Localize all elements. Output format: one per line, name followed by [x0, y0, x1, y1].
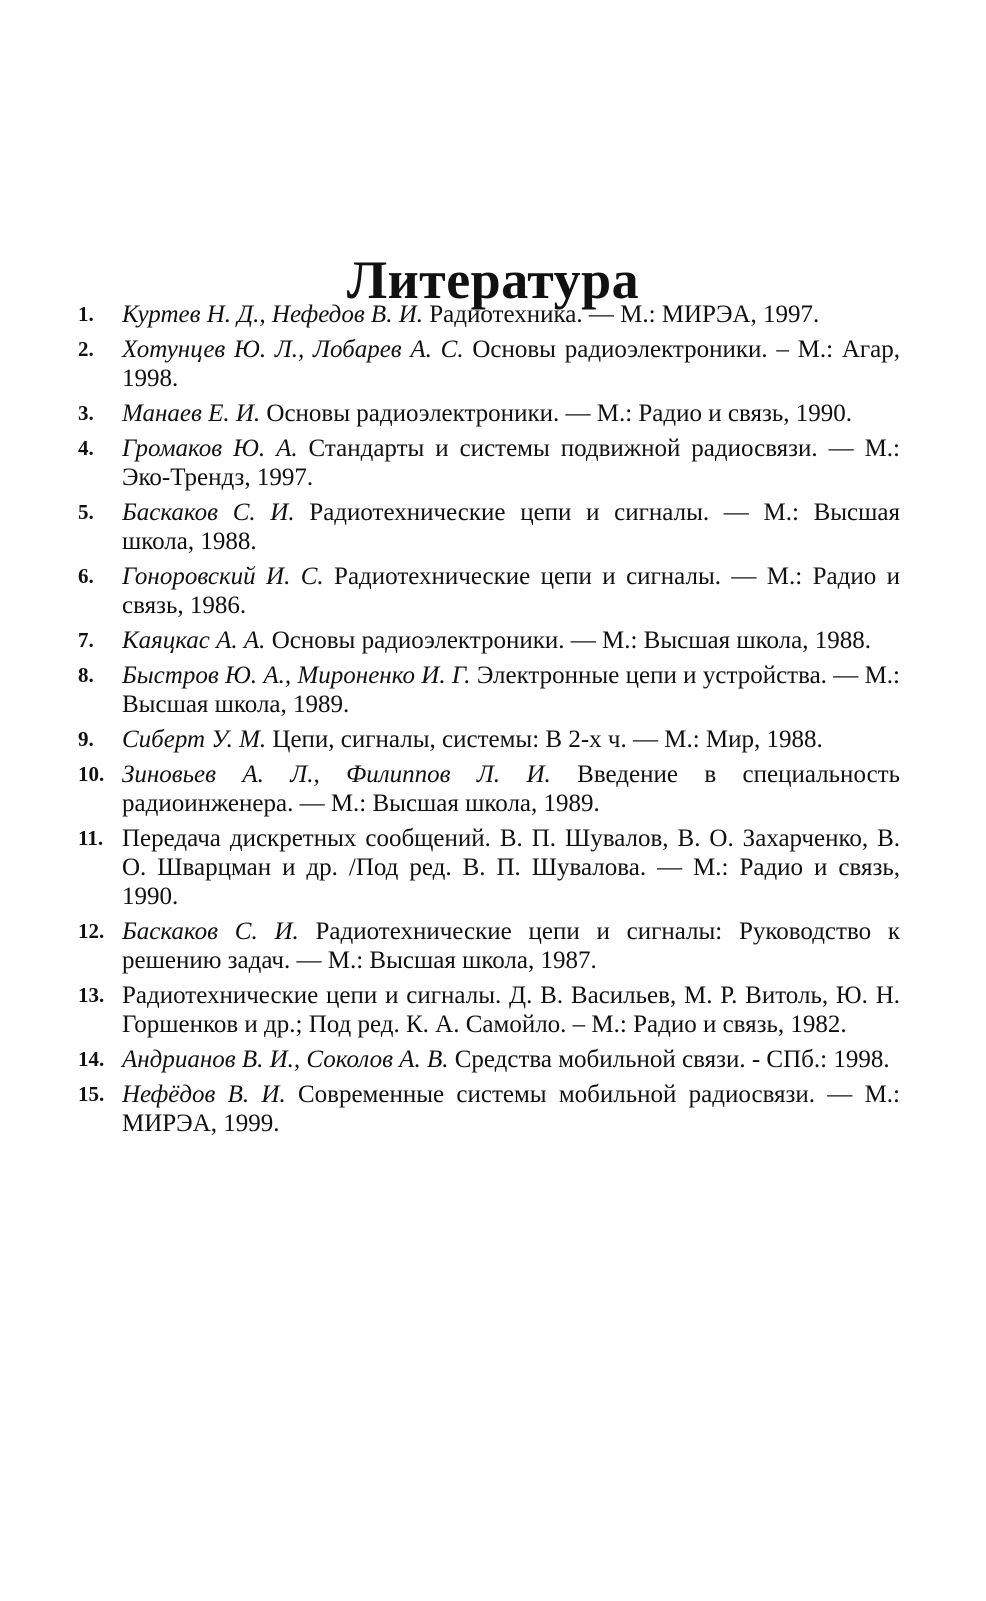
reference-text: Радиотехнические цепи и сигналы. — М.: Радио и связь, 1986. — [122, 563, 900, 619]
reference-item — [78, 661, 900, 719]
reference-item — [78, 300, 900, 329]
reference-number: 12. — [78, 919, 105, 943]
reference-text: Передача дискретных сообщений. В. П. Шувалов, В. О. Захарченко, В. О. Шварцман и др. /Под ред. В. П. Шувалова. — М.: Радио и связь, 1990. — [122, 825, 900, 910]
reference-number: 5. — [78, 500, 94, 524]
reference-authors: Громаков Ю. А. — [122, 435, 298, 462]
reference-item — [78, 1045, 900, 1074]
reference-text: Радиотехнические цепи и сигналы: Руководство к решению задач. — М.: Высшая школа, 1987. — [122, 918, 900, 974]
reference-number: 2. — [78, 337, 94, 361]
reference-item — [78, 399, 900, 428]
reference-item — [78, 981, 900, 1039]
reference-item — [78, 760, 900, 818]
reference-authors: Баскаков С. И. — [122, 918, 299, 945]
reference-text: Радиотехнические цепи и сигналы. — М.: Высшая школа, 1988. — [122, 499, 900, 555]
reference-text: Основы радиоэлектроники. – М.: Агар, 1998. — [122, 336, 900, 392]
reference-text: Радиотехника. — М.: МИРЭА, 1997. — [423, 301, 820, 328]
reference-number: 11. — [78, 826, 104, 850]
reference-authors: Каяцкас А. А. — [122, 627, 266, 654]
reference-authors: Быстров Ю. А., Мироненко И. Г. — [122, 662, 471, 689]
reference-number: 7. — [78, 628, 94, 652]
reference-item — [78, 626, 900, 655]
reference-text: Основы радиоэлектроники. — М.: Радио и связь, 1990. — [260, 400, 852, 427]
reference-number: 13. — [78, 983, 105, 1007]
page-title: Литература — [346, 250, 640, 311]
reference-item — [78, 498, 900, 556]
reference-number: 10. — [78, 762, 105, 786]
reference-text: Основы радиоэлектроники. — М.: Высшая школа, 1988. — [265, 627, 871, 654]
reference-authors: Сиберт У. М. — [122, 726, 267, 753]
reference-text: Цепи, сигналы, системы: В 2-х ч. — М.: Мир, 1988. — [266, 726, 823, 753]
reference-item — [78, 1080, 900, 1138]
reference-number: 4. — [78, 436, 94, 460]
reference-authors: Гоноровский И. С. — [122, 563, 324, 590]
reference-authors: Зиновьев А. Л., Филиппов Л. И. — [122, 761, 551, 788]
reference-list — [78, 300, 900, 1144]
reference-number: 6. — [78, 564, 94, 588]
reference-text: Стандарты и системы подвижной радиосвязи. — М.: Эко-Трендз, 1997. — [122, 435, 901, 491]
reference-authors: Андрианов В. И., Соколов А. В. — [122, 1046, 449, 1073]
reference-number: 3. — [78, 401, 94, 425]
reference-authors: Манаев Е. И. — [122, 400, 261, 427]
reference-text: Радиотехнические цепи и сигналы. Д. В. Васильев, М. Р. Витоль, Ю. Н. Горшенков и др.; Под ред. К. А. Самойло. – М.: Радио и связь, 1982. — [122, 982, 900, 1038]
reference-number: 9. — [78, 727, 94, 751]
reference-item — [78, 335, 900, 393]
reference-number: 14. — [78, 1047, 105, 1071]
reference-text: Введение в специальность радиоинженера. — М.: Высшая школа, 1989. — [122, 761, 900, 817]
reference-text: Современные системы мобильной радиосвязи. — М.: МИРЭА, 1999. — [122, 1081, 900, 1137]
reference-authors: Баскаков С. И. — [122, 499, 295, 526]
reference-number: 8. — [78, 663, 94, 687]
reference-authors: Куртев Н. Д., Нефедов В. И. — [122, 301, 424, 328]
reference-authors: Нефёдов В. И. — [122, 1081, 286, 1108]
reference-item — [78, 824, 900, 911]
reference-item — [78, 562, 900, 620]
reference-number: 1. — [78, 302, 94, 326]
reference-text: Средства мобильной связи. - СПб.: 1998. — [448, 1046, 890, 1073]
reference-text: Электронные цепи и устройства. — М.: Высшая школа, 1989. — [122, 662, 901, 718]
reference-authors: Хотунцев Ю. Л., Лобарев А. С. — [122, 336, 464, 363]
reference-item — [78, 434, 900, 492]
reference-item — [78, 725, 900, 754]
reference-number: 15. — [78, 1082, 105, 1106]
reference-item — [78, 917, 900, 975]
